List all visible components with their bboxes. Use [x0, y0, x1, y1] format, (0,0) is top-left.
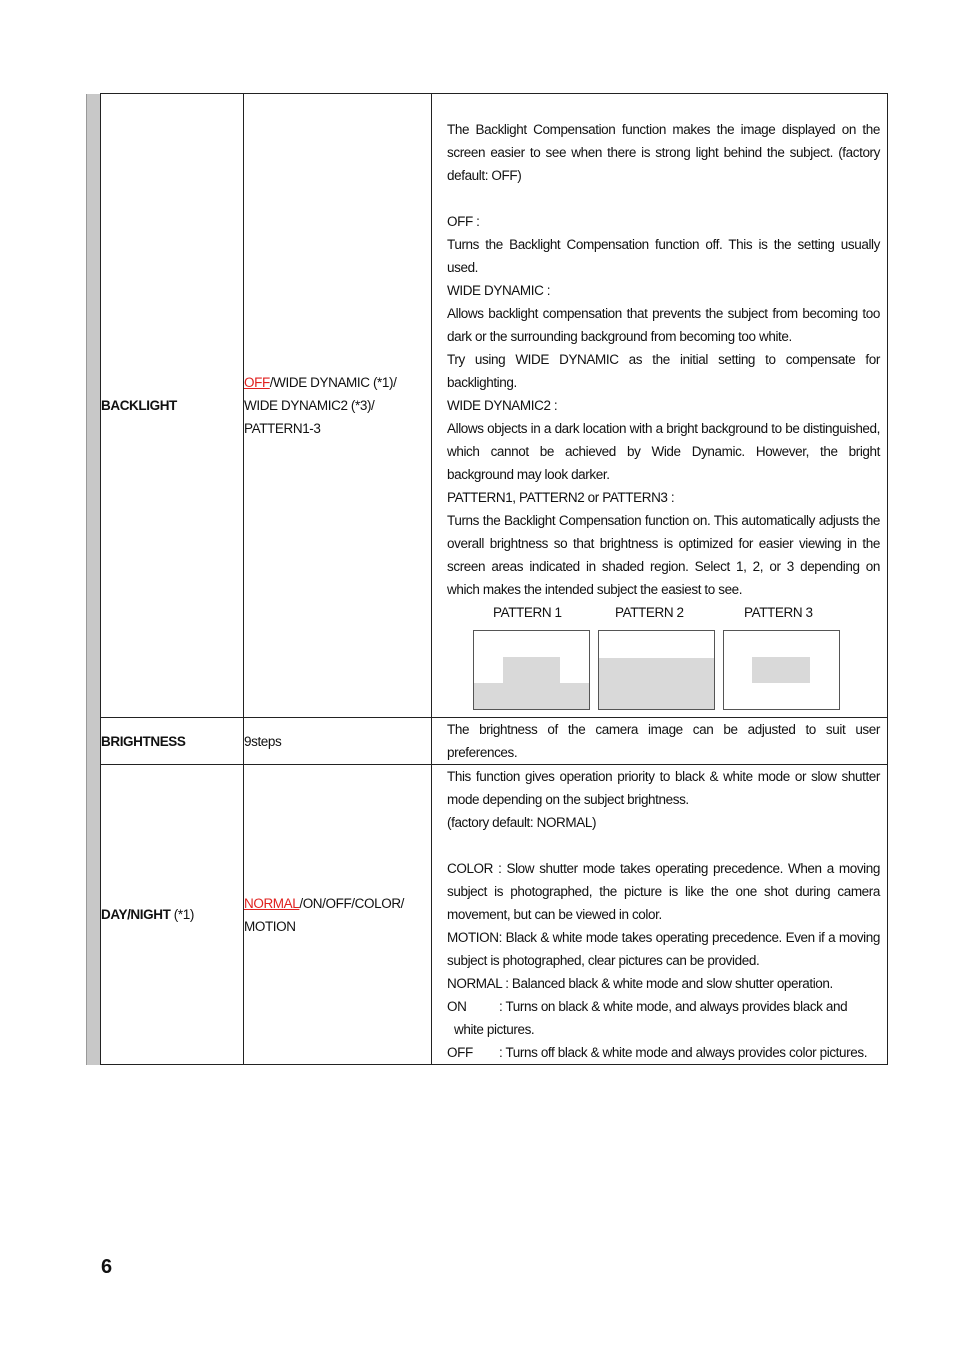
setting-description — [432, 94, 888, 718]
item-text: : Turns on black & white mode, and always provides black and — [499, 999, 848, 1014]
settings-table — [100, 93, 888, 1065]
pattern-diagrams — [473, 630, 880, 710]
pattern-3-diagram — [723, 630, 840, 710]
desc-item — [447, 995, 880, 1018]
desc-paragraph: Try using WIDE DYNAMIC as the initial setting to compensate for backlighting. — [447, 352, 880, 390]
shaded-region — [474, 683, 589, 709]
desc-paragraph: This function gives operation priority to black & white mode or slow shutter mode depending on the subject brightness. — [447, 769, 880, 807]
value-text: PATTERN1-3 — [244, 421, 321, 436]
setting-values: 9steps — [244, 718, 432, 765]
setting-name: BACKLIGHT — [101, 94, 244, 718]
setting-values — [244, 765, 432, 1065]
item-key: OFF — [447, 1045, 473, 1060]
desc-heading: WIDE DYNAMIC2 : — [447, 398, 558, 413]
table-row — [101, 718, 888, 765]
desc-paragraph: MOTION: Black & white mode takes operating precedence. Even if a moving subject is photographed, clear pictures can be provided. — [447, 930, 880, 968]
setting-description: The brightness of the camera image can be adjusted to suit user preferences. — [432, 718, 888, 765]
default-value: OFF — [244, 375, 270, 390]
setting-values — [244, 94, 432, 718]
value-text: WIDE DYNAMIC2 (*3)/ — [244, 398, 375, 413]
desc-paragraph: The Backlight Compensation function makes the image displayed on the screen easier to see when there is strong light behind the subject. (factory default: OFF) — [447, 122, 880, 183]
default-value: NORMAL — [244, 895, 300, 911]
pattern-label: PATTERN 3 — [744, 605, 813, 620]
desc-item — [447, 1041, 880, 1064]
shaded-region — [752, 657, 810, 683]
desc-paragraph: Turns the Backlight Compensation function on. This automatically adjusts the overall brightness so that brightness is optimized for easier viewing in the screen areas indicated in shaded region. Select 1, 2, or 3 depending on which makes the intended subject the easiest to see. — [447, 513, 880, 597]
desc-paragraph: white pictures. — [454, 1022, 535, 1037]
item-text: : Turns off black & white mode and always provides color pictures. — [499, 1045, 868, 1060]
setting-note: (*1) — [170, 907, 194, 922]
desc-heading: PATTERN1, PATTERN2 or PATTERN3 : — [447, 490, 675, 505]
table-row — [101, 94, 888, 718]
setting-name — [101, 765, 244, 1065]
pattern-label: PATTERN 2 — [615, 605, 684, 620]
value-text: MOTION — [244, 918, 296, 934]
value-text: /WIDE DYNAMIC (*1)/ — [269, 375, 397, 390]
desc-paragraph: COLOR : Slow shutter mode takes operating precedence. When a moving subject is photographed, the picture is like the one shot during camera movement, but can be viewed in color. — [447, 861, 880, 922]
desc-paragraph: NORMAL : Balanced black & white mode and slow shutter operation. — [447, 976, 833, 991]
desc-paragraph: (factory default: NORMAL) — [447, 815, 597, 830]
shaded-region — [503, 657, 560, 683]
shaded-region — [599, 658, 714, 709]
desc-paragraph: Allows backlight compensation that prevents the subject from becoming too dark or the surrounding background from becoming too white. — [447, 306, 880, 344]
pattern-label: PATTERN 1 — [493, 605, 562, 620]
desc-heading: WIDE DYNAMIC : — [447, 283, 551, 298]
setting-name: BRIGHTNESS — [101, 718, 244, 765]
pattern-labels — [493, 601, 880, 624]
desc-paragraph: Allows objects in a dark location with a bright background to be distinguished, which cannot be achieved by Wide Dynamic. However, the bright background may look darker. — [447, 421, 880, 482]
setting-name-text: DAY/NIGHT — [101, 907, 171, 922]
sidebar-shading — [86, 94, 100, 1065]
desc-heading: OFF : — [447, 214, 480, 229]
table-row — [101, 765, 888, 1065]
desc-paragraph: Turns the Backlight Compensation function off. This is the setting usually used. — [447, 237, 880, 275]
item-key: ON — [447, 999, 467, 1014]
value-text: /ON/OFF/COLOR/ — [299, 895, 405, 911]
page-number: 6 — [101, 1256, 113, 1278]
setting-description — [432, 765, 888, 1065]
pattern-1-diagram — [473, 630, 590, 710]
pattern-2-diagram — [598, 630, 715, 710]
